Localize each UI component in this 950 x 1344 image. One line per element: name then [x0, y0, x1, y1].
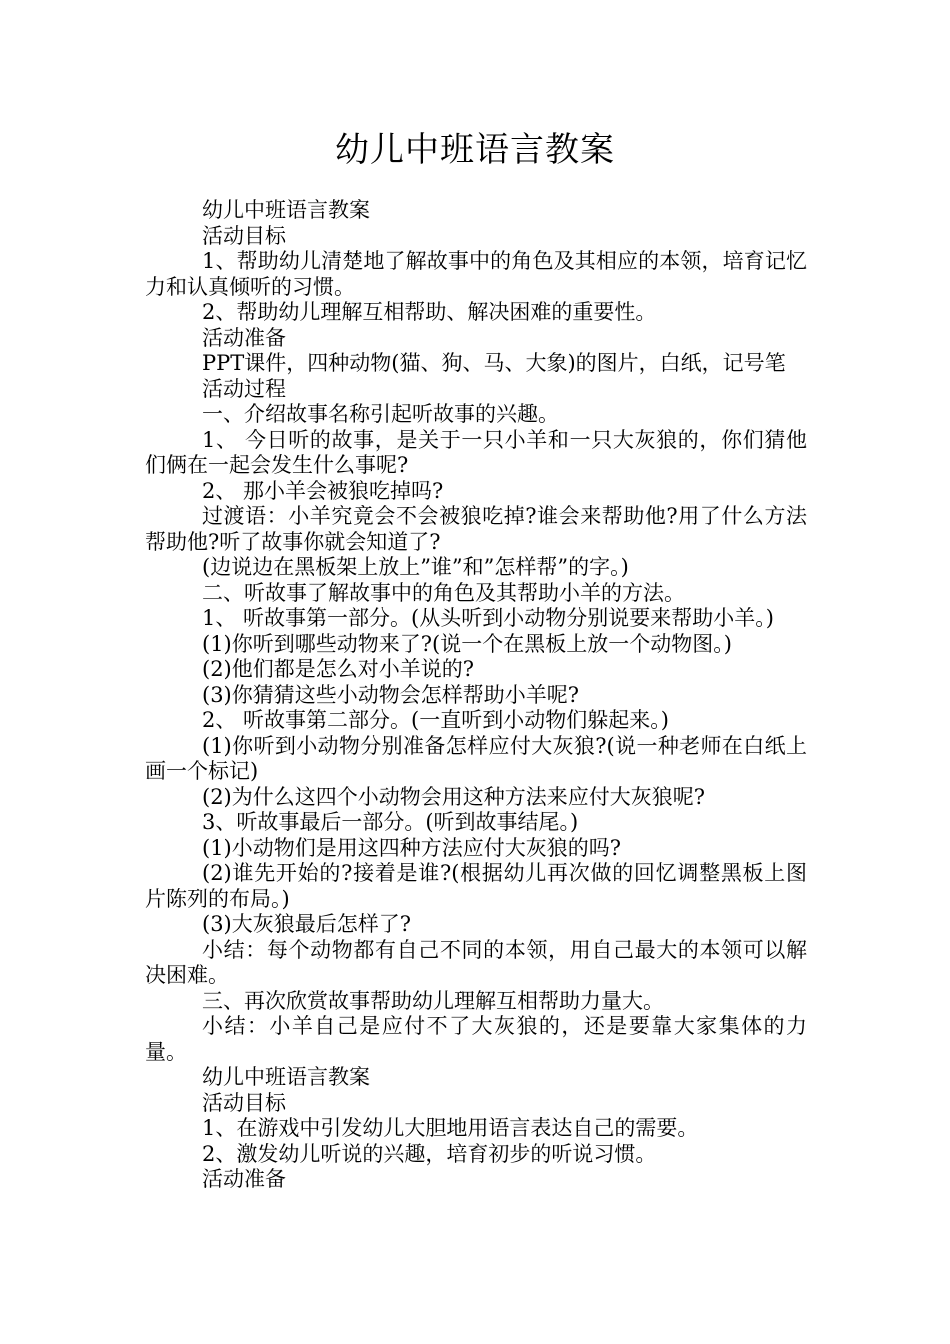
paragraph: 三、再次欣赏故事帮助幼儿理解互相帮助力量大。 [202, 988, 664, 1013]
paragraph: 活动目标 [202, 1090, 286, 1115]
paragraph: 活动过程 [202, 376, 286, 401]
paragraph: 1、在游戏中引发幼儿大胆地用语言表达自己的需要。 [202, 1116, 699, 1140]
paragraph: 过渡语：小羊究竟会不会被狼吃掉?谁会来帮助他?用了什么方法帮助他?听了故事你就会知道了? [145, 504, 807, 554]
paragraph: 一、介绍故事名称引起听故事的兴趣。 [202, 402, 559, 426]
paragraph: (3)大灰狼最后怎样了? [202, 912, 412, 936]
paragraph: (2)谁先开始的?接着是谁?(根据幼儿再次做的回忆调整黑板上图片陈列的布局。) [145, 861, 807, 911]
paragraph: 小结：每个动物都有自己不同的本领，用自己最大的本领可以解决困难。 [145, 937, 807, 987]
document-body [145, 198, 807, 1193]
paragraph: 2、激发幼儿听说的兴趣，培育初步的听说习惯。 [202, 1141, 657, 1166]
paragraph: PPT课件，四种动物(猫、狗、马、大象)的图片，白纸，记号笔 [202, 351, 786, 375]
paragraph: (边说边在黑板架上放上”谁”和”怎样帮”的字。) [202, 555, 629, 579]
paragraph: 1、 听故事第一部分。(从头听到小动物分别说要来帮助小羊。) [202, 606, 774, 630]
paragraph: (2)他们都是怎么对小羊说的? [202, 657, 475, 681]
paragraph: 幼儿中班语言教案 [202, 1065, 370, 1089]
paragraph: 活动准备 [202, 325, 286, 350]
paragraph: 3、听故事最后一部分。(听到故事结尾。) [202, 810, 579, 834]
paragraph: (1)小动物们是用这四种方法应付大灰狼的吗? [202, 835, 622, 860]
paragraph: 幼儿中班语言教案 [202, 198, 370, 222]
paragraph: 2、 听故事第二部分。(一直听到小动物们躲起来。) [202, 708, 669, 732]
paragraph: 小结：小羊自己是应付不了大灰狼的，还是要靠大家集体的力量。 [145, 1014, 807, 1064]
paragraph: 2、 那小羊会被狼吃掉吗? [202, 478, 444, 503]
paragraph: 活动目标 [202, 223, 286, 248]
paragraph: (1)你听到哪些动物来了?(说一个在黑板上放一个动物图。) [202, 631, 732, 656]
paragraph: 活动准备 [202, 1167, 286, 1191]
paragraph: (1)你听到小动物分别准备怎样应付大灰狼?(说一种老师在白纸上画一个标记) [145, 733, 807, 783]
paragraph: 2、帮助幼儿理解互相帮助、解决困难的重要性。 [202, 300, 657, 324]
paragraph: (2)为什么这四个小动物会用这种方法来应付大灰狼呢? [202, 784, 706, 809]
paragraph: 二、听故事了解故事中的角色及其帮助小羊的方法。 [202, 580, 685, 605]
paragraph: 1、帮助幼儿清楚地了解故事中的角色及其相应的本领，培育记忆力和认真倾听的习惯。 [145, 249, 807, 299]
paragraph: (3)你猜猜这些小动物会怎样帮助小羊呢? [202, 682, 580, 707]
document-title: 幼儿中班语言教案 [335, 130, 615, 170]
paragraph: 1、 今日听的故事，是关于一只小羊和一只大灰狼的，你们猜他们俩在一起会发生什么事呢? [145, 427, 807, 477]
